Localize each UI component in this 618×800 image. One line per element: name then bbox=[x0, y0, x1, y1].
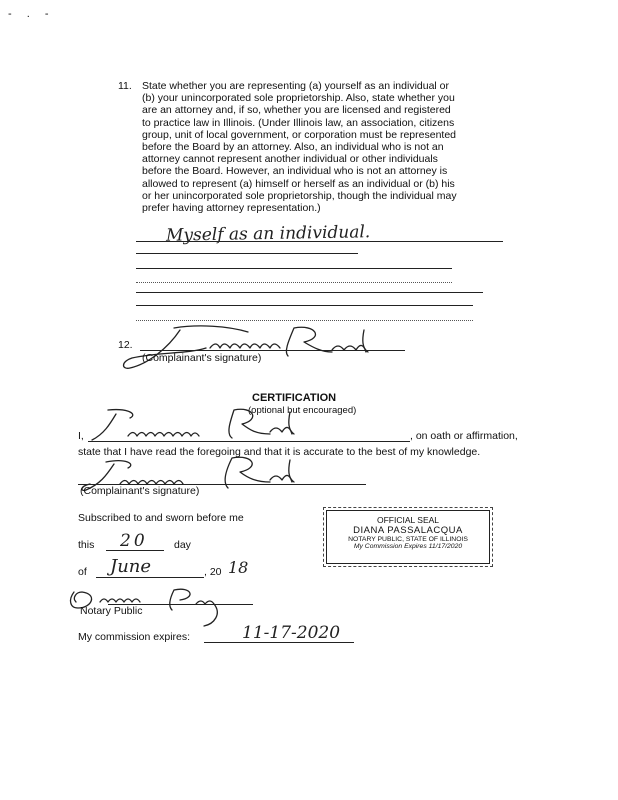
expires-line bbox=[204, 642, 354, 643]
notary-of-label: of bbox=[78, 566, 87, 578]
item-11-instructions bbox=[142, 80, 512, 214]
notary-public-label: Notary Public bbox=[80, 605, 143, 617]
cert-statement: state that I have read the foregoing and that it is accurate to the best of my knowledge. bbox=[78, 446, 481, 458]
signature-line bbox=[140, 350, 405, 351]
cert-name-signature bbox=[84, 404, 314, 450]
instruction-line: to practice law in Illinois. (Under Illinois law, an association, citizens bbox=[142, 116, 455, 129]
notary-expires-label: My commission expires: bbox=[78, 631, 191, 643]
cert-prefix: I, bbox=[78, 430, 84, 442]
answer-line bbox=[136, 282, 452, 283]
item-12-signature-caption: (Complainant's signature) bbox=[142, 352, 262, 364]
item-12-number: 12. bbox=[118, 339, 133, 351]
notary-year-prefix: , 20 bbox=[204, 566, 222, 578]
notary-expires-value: 11-17-2020 bbox=[242, 623, 341, 643]
certification-title: CERTIFICATION bbox=[252, 392, 337, 404]
seal-title: OFFICIAL SEAL bbox=[376, 515, 440, 525]
cert-name-line bbox=[88, 441, 410, 442]
instruction-line: or her unincorporated sole proprietorship, though the individual may bbox=[142, 189, 457, 202]
notary-subscribed: Subscribed to and sworn before me bbox=[78, 512, 244, 524]
instruction-line: before the Board. However, an individual who is not an attorney is bbox=[142, 165, 448, 178]
instruction-line: group, unit of local government, or corporation must be represented bbox=[142, 128, 457, 141]
instruction-line: are an attorney and, if so, whether you are licensed and registered bbox=[142, 104, 451, 117]
seal-expiry: My Commission Expires 11/17/2020 bbox=[353, 543, 463, 550]
instruction-line: before the Board by an attorney. Also, an individual who is not an bbox=[142, 141, 444, 154]
notary-day-value: 20 bbox=[120, 531, 148, 551]
item-11-number: 11. bbox=[118, 80, 132, 92]
certification-subtitle: (optional but encouraged) bbox=[248, 405, 357, 416]
page-marks: - . - bbox=[8, 8, 55, 20]
answer-line bbox=[136, 253, 358, 254]
item-11-answer: Myself as an individual. bbox=[165, 222, 371, 246]
official-seal-stamp bbox=[326, 510, 490, 564]
notary-this-label: this bbox=[78, 539, 95, 551]
answer-line bbox=[136, 241, 503, 242]
day-line bbox=[106, 550, 164, 551]
instruction-line: (b) your unincorporated sole proprietorship. Also, state whether you bbox=[142, 92, 455, 105]
complainant-signature-1 bbox=[118, 318, 388, 380]
notary-month-value: June bbox=[110, 556, 152, 577]
cert-signature-caption: (Complainant's signature) bbox=[80, 485, 200, 497]
seal-state: NOTARY PUBLIC, STATE OF ILLINOIS bbox=[348, 536, 468, 543]
answer-line bbox=[136, 305, 473, 306]
cert-oath-suffix: , on oath or affirmation, bbox=[410, 430, 518, 442]
instruction-line: allowed to represent (a) himself or herself as an individual or (b) his bbox=[142, 177, 455, 190]
month-line bbox=[96, 577, 204, 578]
instruction-line: State whether you are representing (a) yourself as an individual or bbox=[142, 80, 450, 92]
answer-line bbox=[136, 268, 452, 269]
instruction-line: prefer having attorney representation.) bbox=[142, 202, 321, 215]
notary-year-value: 18 bbox=[228, 558, 249, 577]
seal-name: DIANA PASSALACQUA bbox=[353, 525, 463, 536]
answer-line bbox=[136, 292, 483, 293]
instruction-line: attorney cannot represent another individual or other individuals bbox=[142, 153, 438, 166]
notary-day-label: day bbox=[174, 539, 191, 551]
